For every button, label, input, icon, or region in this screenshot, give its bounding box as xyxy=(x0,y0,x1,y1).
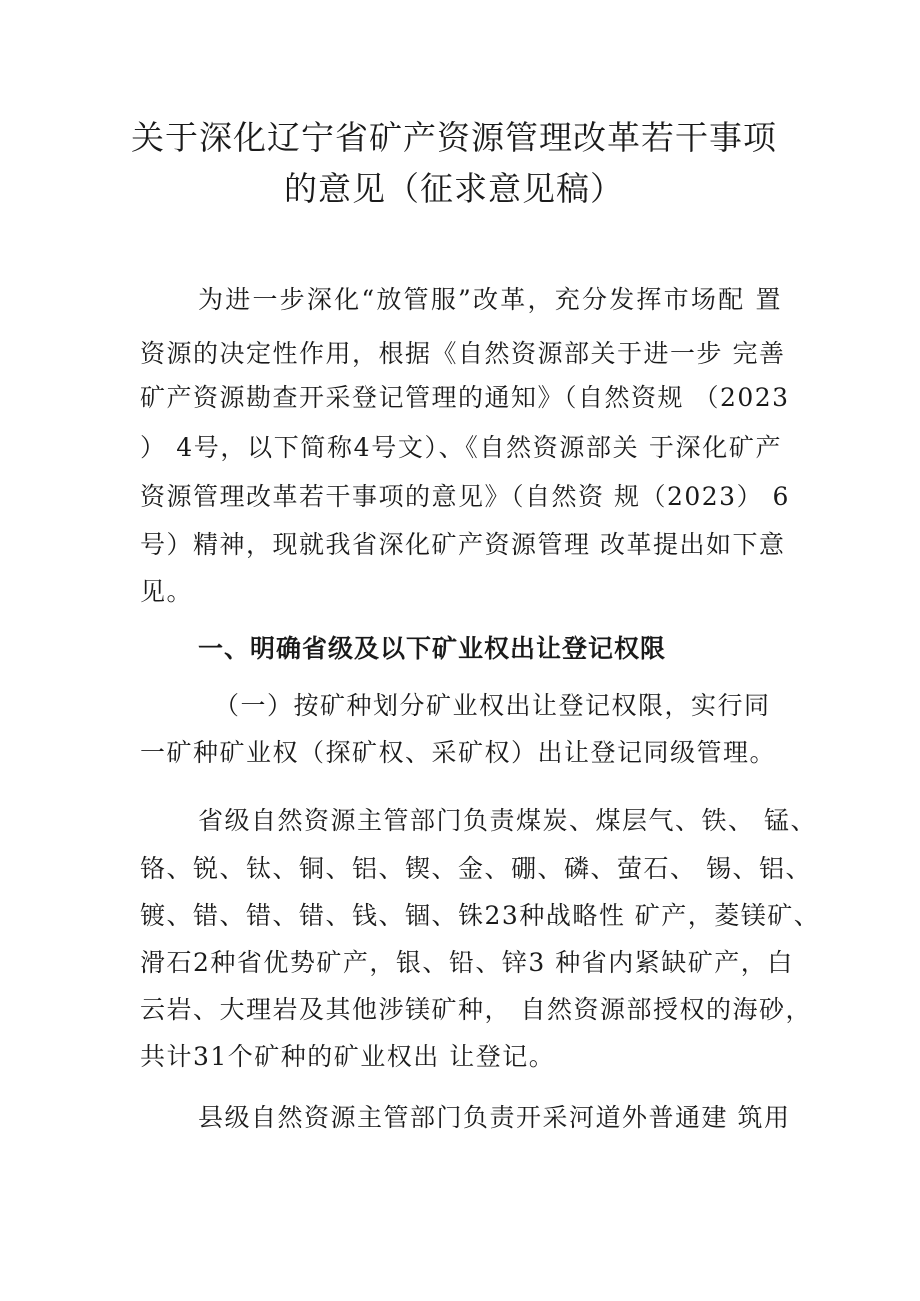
province-line: 省级自然资源主管部门负责煤炭、煤层气、铁、 锰、 xyxy=(198,806,817,835)
intro-line: ） 4号，以下简称4号文）、《自然资源部关 于深化矿产 xyxy=(140,433,782,462)
intro-line: 资源管理改革若干事项的意见》（自然资 规（2023） 6 xyxy=(140,482,790,511)
intro-line: 矿产资源勘查开采登记管理的通知》（自然资规 （2023 xyxy=(140,383,790,412)
county-line: 县级自然资源主管部门负责开采河道外普通建 筑用 xyxy=(198,1103,791,1132)
province-line: 铬、锐、钛、铜、铝、锲、金、硼、磷、萤石、 锡、铝、 xyxy=(140,854,812,883)
province-line: 镀、错、错、错、钱、锢、铢23种战略性 矿产，菱镁矿、 xyxy=(140,901,821,930)
intro-line: 号）精神，现就我省深化矿产资源管理 改革提出如下意 xyxy=(140,530,786,559)
document-title-line-1: 关于深化辽宁省矿产资源管理改革若干事项 xyxy=(131,118,777,157)
province-line: 滑石2种省优势矿产，银、铅、锌3 种省内紧缺矿产，白 xyxy=(140,948,794,977)
intro-line: 见。 xyxy=(140,577,194,606)
province-line: 云岩、大理岩及其他涉镁矿种， 自然资源部授权的海砂， xyxy=(140,995,812,1024)
section-heading: 一、明确省级及以下矿业权出让登记权限 xyxy=(198,634,667,663)
province-line: 共计31个矿种的矿业权出 让登记。 xyxy=(140,1042,556,1071)
document-title-line-2: 的意见（征求意见稿） xyxy=(284,169,624,208)
subsection-line: 一矿种矿业权（探矿权、采矿权）出让登记同级管理。 xyxy=(140,738,777,767)
intro-line: 为进一步深化“放管服”改革，充分发挥市场配 置 xyxy=(198,285,782,314)
subsection-line: （一）按矿种划分矿业权出让登记权限，实行同 xyxy=(214,691,771,720)
intro-line: 资源的决定性作用，根据《自然资源部关于进一步 完善 xyxy=(140,339,786,368)
